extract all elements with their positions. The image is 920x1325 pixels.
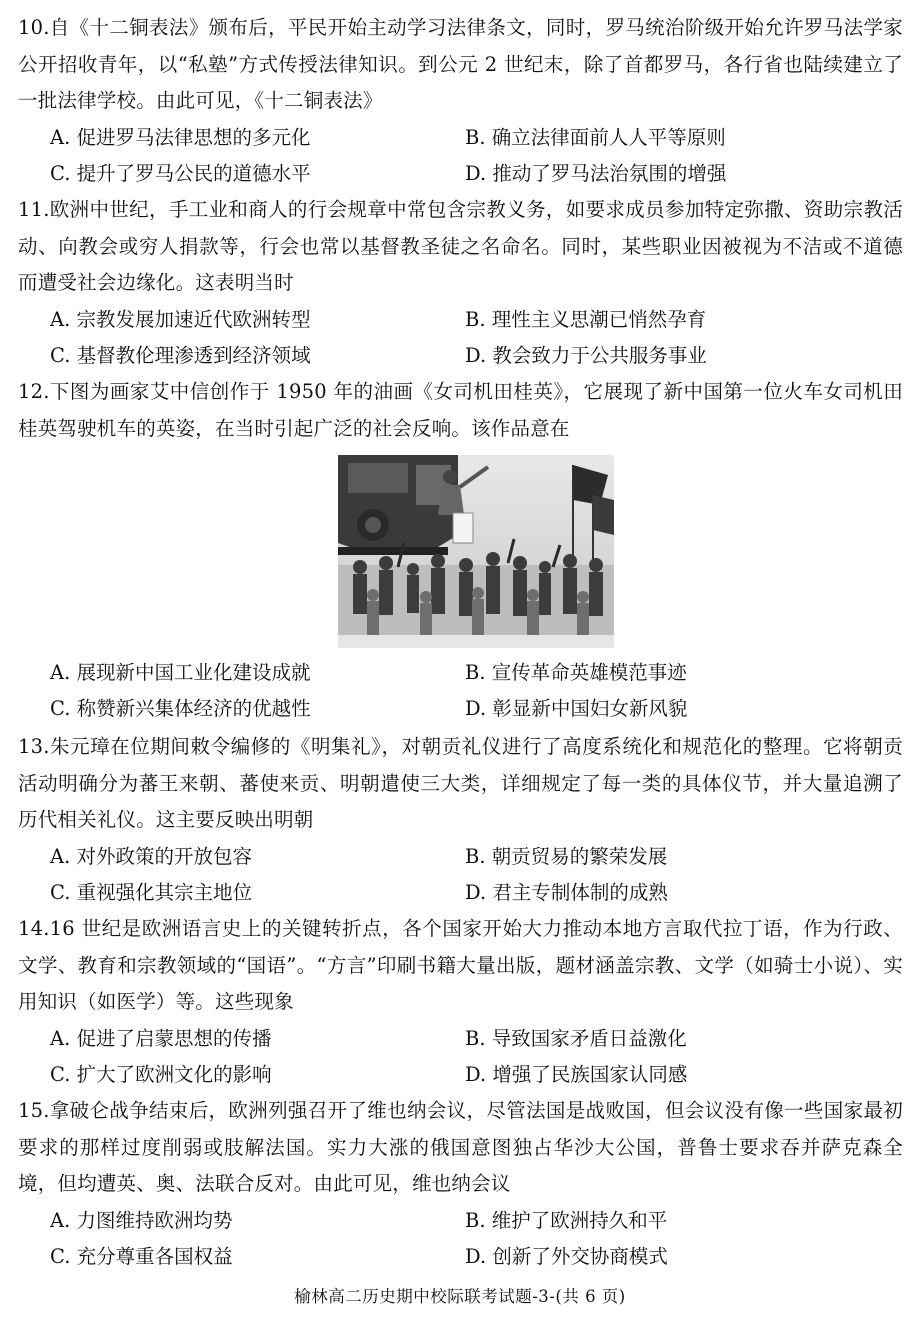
- oil-painting-illustration: [338, 455, 614, 648]
- options-row: [18, 875, 903, 911]
- option-b[interactable]: B. 确立法律面前人人平等原则: [465, 126, 726, 149]
- question-11: [18, 192, 903, 374]
- option-a[interactable]: A. 宗教发展加速近代欧洲转型: [50, 308, 311, 331]
- options-row: [18, 839, 903, 875]
- question-10: [18, 10, 903, 192]
- question-stem: [18, 374, 903, 447]
- option-a[interactable]: A. 力图维持欧洲均势: [50, 1209, 233, 1232]
- question-12-options: [18, 655, 903, 727]
- question-12: [18, 374, 903, 447]
- question-text: 自《十二铜表法》颁布后，平民开始主动学习法律条文，同时，罗马统治阶级开始允许罗马法学家公开招收青年，以“私塾”方式传授法律知识。到公元 2 世纪末，除了首都罗马，各行省也陆续建立了一批法律学校。由此可见，《十二铜表法》: [18, 16, 903, 112]
- option-c[interactable]: C. 称赞新兴集体经济的优越性: [50, 697, 311, 720]
- question-stem: [18, 1093, 903, 1203]
- question-stem: [18, 192, 903, 302]
- option-a[interactable]: A. 对外政策的开放包容: [50, 845, 252, 868]
- option-a[interactable]: A. 促进了启蒙思想的传播: [50, 1027, 272, 1050]
- option-c[interactable]: C. 提升了罗马公民的道德水平: [50, 162, 311, 185]
- option-a[interactable]: A. 展现新中国工业化建设成就: [50, 661, 311, 684]
- question-number: 14.: [18, 917, 50, 940]
- options-row: [18, 691, 903, 727]
- option-d[interactable]: D. 教会致力于公共服务事业: [465, 344, 707, 367]
- question-number: 10.: [18, 16, 50, 39]
- question-stem: [18, 911, 903, 1021]
- options-row: [18, 302, 903, 338]
- question-number: 13.: [18, 735, 50, 758]
- question-number: 15.: [18, 1099, 50, 1122]
- option-c[interactable]: C. 扩大了欧洲文化的影响: [50, 1063, 272, 1086]
- option-c[interactable]: C. 重视强化其宗主地位: [50, 881, 253, 904]
- option-d[interactable]: D. 创新了外交协商模式: [465, 1245, 668, 1268]
- options-row: [18, 1021, 903, 1057]
- question-13: [18, 729, 903, 911]
- question-text: 下图为画家艾中信创作于 1950 年的油画《女司机田桂英》，它展现了新中国第一位火车女司机田桂英驾驶机车的英姿，在当时引起广泛的社会反响。该作品意在: [18, 380, 903, 440]
- question-14: [18, 911, 903, 1093]
- question-text: 朱元璋在位期间敕令编修的《明集礼》，对朝贡礼仪进行了高度系统化和规范化的整理。它将朝贡活动明确分为蕃王来朝、蕃使来贡、明朝遣使三大类，详细规定了每一类的具体仪节，并大量追溯了历代相关礼仪。这主要反映出明朝: [18, 735, 903, 831]
- option-d[interactable]: D. 彰显新中国妇女新风貌: [465, 697, 688, 720]
- question-text: 16 世纪是欧洲语言史上的关键转折点，各个国家开始大力推动本地方言取代拉丁语，作为行政、文学、教育和宗教领域的“国语”。“方言”印刷书籍大量出版，题材涵盖宗教、文学（如骑士小说）、实用知识（如医学）等。这些现象: [18, 917, 903, 1013]
- option-d[interactable]: D. 增强了民族国家认同感: [465, 1063, 688, 1086]
- question-text: 欧洲中世纪，手工业和商人的行会规章中常包含宗教义务，如要求成员参加特定弥撒、资助宗教活动、向教会或穷人捐款等，行会也常以基督教圣徒之名命名。同时，某些职业因被视为不洁或不道德而遭受社会边缘化。这表明当时: [18, 198, 903, 294]
- options-row: [18, 1203, 903, 1239]
- oil-painting-icon: [338, 455, 614, 648]
- option-b[interactable]: B. 维护了欧洲持久和平: [465, 1209, 668, 1232]
- question-text: 拿破仑战争结束后，欧洲列强召开了维也纳会议，尽管法国是战败国，但会议没有像一些国家最初要求的那样过度削弱或肢解法国。实力大涨的俄国意图独占华沙大公国，普鲁士要求吞并萨克森全境，但均遭英、奥、法联合反对。由此可见，维也纳会议: [18, 1099, 903, 1195]
- page-footer: 榆林高二历史期中校际联考试题-3-(共 6 页): [294, 1287, 626, 1306]
- option-d[interactable]: D. 君主专制体制的成熟: [465, 881, 668, 904]
- question-stem: [18, 729, 903, 839]
- option-d[interactable]: D. 推动了罗马法治氛围的增强: [465, 162, 727, 185]
- options-row: [18, 156, 903, 192]
- options-row: [18, 338, 903, 374]
- options-row: [18, 1057, 903, 1093]
- options-row: [18, 655, 903, 691]
- option-b[interactable]: B. 宣传革命英雄模范事迹: [465, 661, 687, 684]
- options-row: [18, 120, 903, 156]
- question-number: 12.: [18, 380, 50, 403]
- question-number: 11.: [18, 198, 50, 221]
- option-a[interactable]: A. 促进罗马法律思想的多元化: [50, 126, 311, 149]
- question-15: [18, 1093, 903, 1275]
- option-b[interactable]: B. 导致国家矛盾日益激化: [465, 1027, 687, 1050]
- option-b[interactable]: B. 理性主义思潮已悄然孕育: [465, 308, 707, 331]
- question-stem: [18, 10, 903, 120]
- option-c[interactable]: C. 基督教伦理渗透到经济领域: [50, 344, 311, 367]
- option-b[interactable]: B. 朝贡贸易的繁荣发展: [465, 845, 668, 868]
- option-c[interactable]: C. 充分尊重各国权益: [50, 1245, 233, 1268]
- options-row: [18, 1239, 903, 1275]
